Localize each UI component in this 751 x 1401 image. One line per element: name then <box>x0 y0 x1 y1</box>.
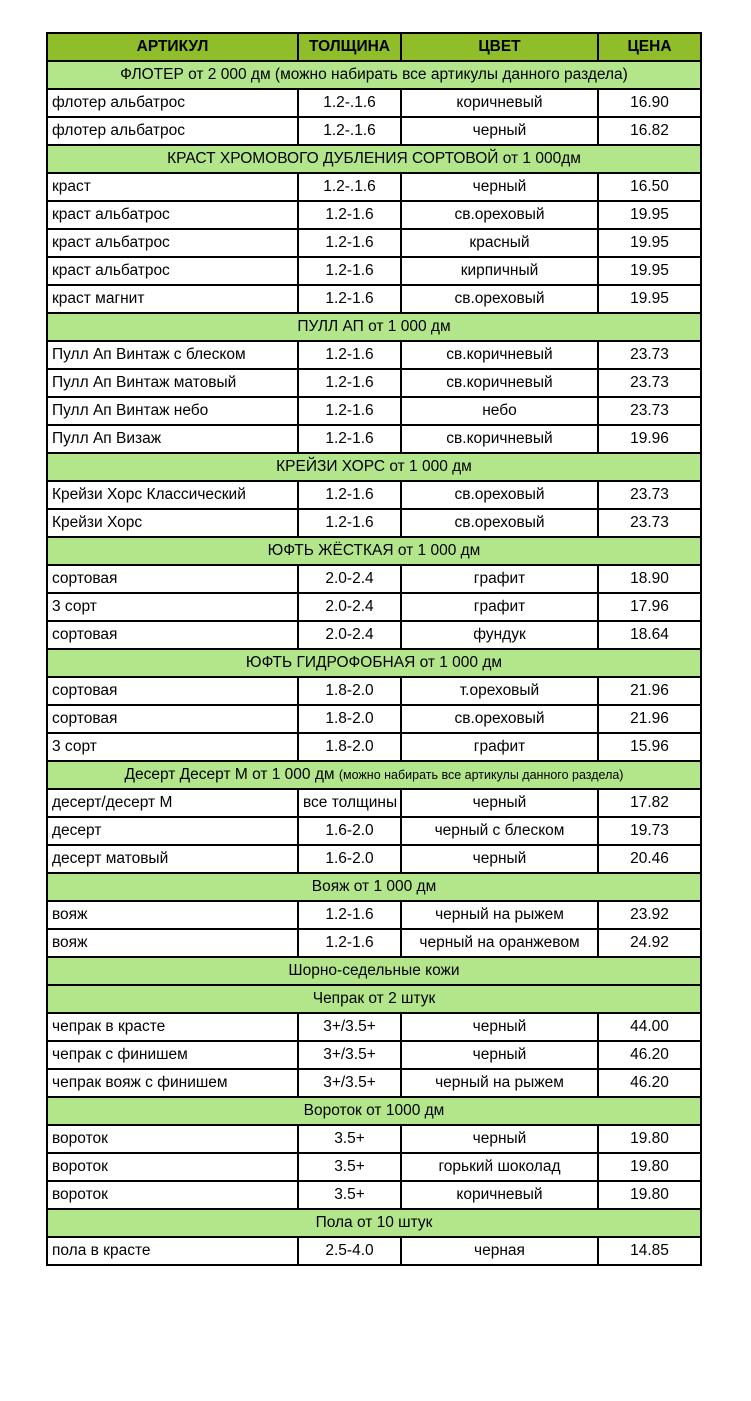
cell-price: 23.73 <box>598 369 701 397</box>
table-row <box>47 705 701 733</box>
cell-price: 46.20 <box>598 1041 701 1069</box>
cell-price: 46.20 <box>598 1069 701 1097</box>
cell-color: красный <box>401 229 598 257</box>
cell-article: вороток <box>47 1125 298 1153</box>
cell-article: вороток <box>47 1153 298 1181</box>
cell-color: черный с блеском <box>401 817 598 845</box>
cell-color: черный <box>401 117 598 145</box>
section-title <box>47 985 701 1013</box>
price-table <box>46 32 702 1266</box>
cell-color: св.коричневый <box>401 369 598 397</box>
section-header-row <box>47 61 701 89</box>
section-header-row <box>47 313 701 341</box>
cell-thickness: 3.5+ <box>298 1125 401 1153</box>
section-title-text: Вояж от 1 000 дм <box>311 878 437 895</box>
cell-price: 19.95 <box>598 229 701 257</box>
cell-price: 19.95 <box>598 201 701 229</box>
table-row <box>47 789 701 817</box>
table-row <box>47 1069 701 1097</box>
section-title <box>47 453 701 481</box>
cell-article: краст альбатрос <box>47 229 298 257</box>
table-row <box>47 929 701 957</box>
table-row <box>47 509 701 537</box>
cell-article: Крейзи Хорс <box>47 509 298 537</box>
section-title-text: Вороток от 1000 дм <box>303 1102 445 1119</box>
table-row <box>47 481 701 509</box>
cell-color: коричневый <box>401 89 598 117</box>
cell-price: 19.95 <box>598 285 701 313</box>
cell-thickness: 1.2-1.6 <box>298 901 401 929</box>
cell-color: черная <box>401 1237 598 1265</box>
cell-article: чепрак вояж с финишем <box>47 1069 298 1097</box>
table-row <box>47 1237 701 1265</box>
table-row <box>47 425 701 453</box>
cell-thickness: 1.2-1.6 <box>298 341 401 369</box>
section-header-row <box>47 537 701 565</box>
table-row <box>47 817 701 845</box>
cell-price: 14.85 <box>598 1237 701 1265</box>
section-title-text: КРЕЙЗИ ХОРС от 1 000 дм <box>276 458 472 475</box>
section-title <box>47 537 701 565</box>
header-price: ЦЕНА <box>598 33 701 61</box>
cell-thickness: 3.5+ <box>298 1181 401 1209</box>
table-row <box>47 117 701 145</box>
table-row <box>47 89 701 117</box>
cell-article: краст альбатрос <box>47 201 298 229</box>
cell-color: черный <box>401 1125 598 1153</box>
cell-article: краст <box>47 173 298 201</box>
cell-price: 18.90 <box>598 565 701 593</box>
cell-thickness: 1.8-2.0 <box>298 733 401 761</box>
section-title <box>47 649 701 677</box>
cell-article: вояж <box>47 929 298 957</box>
cell-price: 23.92 <box>598 901 701 929</box>
table-row <box>47 229 701 257</box>
cell-color: кирпичный <box>401 257 598 285</box>
cell-color: св.ореховый <box>401 481 598 509</box>
cell-color: св.ореховый <box>401 705 598 733</box>
cell-thickness: 1.2-1.6 <box>298 369 401 397</box>
table-row <box>47 201 701 229</box>
section-title <box>47 761 701 789</box>
cell-color: графит <box>401 733 598 761</box>
table-row <box>47 285 701 313</box>
section-header-row <box>47 1097 701 1125</box>
cell-price: 23.73 <box>598 481 701 509</box>
cell-price: 16.90 <box>598 89 701 117</box>
cell-color: графит <box>401 593 598 621</box>
cell-thickness: 1.2-.1.6 <box>298 173 401 201</box>
cell-color: черный <box>401 173 598 201</box>
cell-color: черный <box>401 1013 598 1041</box>
section-header-row <box>47 873 701 901</box>
section-title-text: Пола от 10 штук <box>315 1214 433 1231</box>
cell-thickness: 2.0-2.4 <box>298 565 401 593</box>
cell-price: 20.46 <box>598 845 701 873</box>
section-title <box>47 145 701 173</box>
cell-color: черный на рыжем <box>401 1069 598 1097</box>
cell-price: 16.82 <box>598 117 701 145</box>
cell-price: 19.80 <box>598 1181 701 1209</box>
table-row <box>47 397 701 425</box>
cell-color: св.ореховый <box>401 285 598 313</box>
table-row <box>47 1153 701 1181</box>
table-row <box>47 677 701 705</box>
cell-thickness: 2.5-4.0 <box>298 1237 401 1265</box>
cell-article: 3 сорт <box>47 733 298 761</box>
header-thickness: ТОЛЩИНА <box>298 33 401 61</box>
cell-article: сортовая <box>47 565 298 593</box>
cell-color: черный на оранжевом <box>401 929 598 957</box>
section-title-text: ФЛОТЕР от 2 000 дм (можно набирать все артикулы данного раздела) <box>120 66 628 83</box>
section-title-text: Десерт Десерт М от 1 000 дм <box>124 766 335 783</box>
cell-article: десерт матовый <box>47 845 298 873</box>
table-row <box>47 1013 701 1041</box>
section-title <box>47 313 701 341</box>
section-header-row <box>47 145 701 173</box>
cell-price: 23.73 <box>598 509 701 537</box>
section-title-text: ПУЛЛ АП от 1 000 дм <box>297 318 451 335</box>
cell-article: десерт <box>47 817 298 845</box>
section-title <box>47 1097 701 1125</box>
cell-thickness: все толщины <box>298 789 401 817</box>
cell-article: Пулл Ап Винтаж небо <box>47 397 298 425</box>
cell-article: краст альбатрос <box>47 257 298 285</box>
cell-color: св.ореховый <box>401 509 598 537</box>
cell-thickness: 1.2-1.6 <box>298 257 401 285</box>
cell-price: 19.80 <box>598 1125 701 1153</box>
table-row <box>47 1181 701 1209</box>
cell-price: 19.96 <box>598 425 701 453</box>
cell-thickness: 1.8-2.0 <box>298 705 401 733</box>
cell-article: флотер альбатрос <box>47 117 298 145</box>
section-header-row <box>47 957 701 985</box>
cell-thickness: 1.2-.1.6 <box>298 89 401 117</box>
cell-article: десерт/десерт М <box>47 789 298 817</box>
cell-article: сортовая <box>47 677 298 705</box>
section-title-text: ЮФТЬ ЖЁСТКАЯ от 1 000 дм <box>267 542 481 559</box>
cell-thickness: 3+/3.5+ <box>298 1041 401 1069</box>
cell-article: сортовая <box>47 705 298 733</box>
cell-color: т.ореховый <box>401 677 598 705</box>
cell-thickness: 1.2-1.6 <box>298 425 401 453</box>
cell-thickness: 2.0-2.4 <box>298 621 401 649</box>
cell-color: св.коричневый <box>401 425 598 453</box>
table-row <box>47 565 701 593</box>
cell-color: небо <box>401 397 598 425</box>
section-header-row <box>47 985 701 1013</box>
table-row <box>47 369 701 397</box>
cell-color: горький шоколад <box>401 1153 598 1181</box>
section-header-row <box>47 761 701 789</box>
cell-price: 17.96 <box>598 593 701 621</box>
cell-price: 23.73 <box>598 397 701 425</box>
table-row <box>47 621 701 649</box>
cell-article: Пулл Ап Винтаж с блеском <box>47 341 298 369</box>
cell-thickness: 1.2-1.6 <box>298 285 401 313</box>
cell-article: Пулл Ап Винтаж матовый <box>47 369 298 397</box>
cell-thickness: 1.2-1.6 <box>298 509 401 537</box>
cell-thickness: 3+/3.5+ <box>298 1069 401 1097</box>
section-header-row <box>47 453 701 481</box>
table-row <box>47 845 701 873</box>
section-header-row <box>47 649 701 677</box>
cell-thickness: 1.2-1.6 <box>298 229 401 257</box>
cell-article: флотер альбатрос <box>47 89 298 117</box>
table-row <box>47 901 701 929</box>
cell-thickness: 1.2-1.6 <box>298 201 401 229</box>
cell-price: 23.73 <box>598 341 701 369</box>
cell-article: чепрак в красте <box>47 1013 298 1041</box>
cell-price: 21.96 <box>598 677 701 705</box>
cell-thickness: 1.6-2.0 <box>298 817 401 845</box>
header-color: ЦВЕТ <box>401 33 598 61</box>
cell-color: св.ореховый <box>401 201 598 229</box>
cell-color: фундук <box>401 621 598 649</box>
cell-thickness: 1.6-2.0 <box>298 845 401 873</box>
cell-thickness: 1.8-2.0 <box>298 677 401 705</box>
cell-thickness: 2.0-2.4 <box>298 593 401 621</box>
cell-color: графит <box>401 565 598 593</box>
cell-price: 18.64 <box>598 621 701 649</box>
cell-thickness: 1.2-1.6 <box>298 929 401 957</box>
cell-article: вороток <box>47 1181 298 1209</box>
section-title-text: ЮФТЬ ГИДРОФОБНАЯ от 1 000 дм <box>245 654 503 671</box>
cell-price: 19.73 <box>598 817 701 845</box>
header-article: АРТИКУЛ <box>47 33 298 61</box>
header-row <box>47 33 701 61</box>
section-title <box>47 957 701 985</box>
cell-article: чепрак с финишем <box>47 1041 298 1069</box>
cell-price: 17.82 <box>598 789 701 817</box>
section-title-text: Чепрак от 2 штук <box>312 990 436 1007</box>
table-row <box>47 257 701 285</box>
cell-article: 3 сорт <box>47 593 298 621</box>
section-title-text: Шорно-седельные кожи <box>288 962 460 979</box>
cell-color: черный <box>401 789 598 817</box>
section-title <box>47 1209 701 1237</box>
table-body <box>47 61 701 1265</box>
cell-price: 24.92 <box>598 929 701 957</box>
table-row <box>47 733 701 761</box>
table-row <box>47 1041 701 1069</box>
section-title <box>47 873 701 901</box>
cell-article: краст магнит <box>47 285 298 313</box>
cell-price: 19.95 <box>598 257 701 285</box>
cell-article: Крейзи Хорс Классический <box>47 481 298 509</box>
cell-article: пола в красте <box>47 1237 298 1265</box>
section-title <box>47 61 701 89</box>
section-header-row <box>47 1209 701 1237</box>
cell-price: 21.96 <box>598 705 701 733</box>
cell-article: Пулл Ап Визаж <box>47 425 298 453</box>
table-row <box>47 341 701 369</box>
table-row <box>47 593 701 621</box>
cell-thickness: 1.2-1.6 <box>298 481 401 509</box>
cell-price: 19.80 <box>598 1153 701 1181</box>
cell-thickness: 1.2-.1.6 <box>298 117 401 145</box>
cell-color: св.коричневый <box>401 341 598 369</box>
cell-color: черный на рыжем <box>401 901 598 929</box>
cell-article: сортовая <box>47 621 298 649</box>
cell-thickness: 3.5+ <box>298 1153 401 1181</box>
cell-price: 16.50 <box>598 173 701 201</box>
cell-article: вояж <box>47 901 298 929</box>
section-note: (можно набирать все артикулы данного раздела) <box>338 768 624 782</box>
cell-price: 15.96 <box>598 733 701 761</box>
cell-color: черный <box>401 845 598 873</box>
cell-color: коричневый <box>401 1181 598 1209</box>
table-row <box>47 173 701 201</box>
cell-price: 44.00 <box>598 1013 701 1041</box>
cell-color: черный <box>401 1041 598 1069</box>
table-row <box>47 1125 701 1153</box>
cell-thickness: 1.2-1.6 <box>298 397 401 425</box>
section-title-text: КРАСТ ХРОМОВОГО ДУБЛЕНИЯ СОРТОВОЙ от 1 000дм <box>167 150 581 167</box>
cell-thickness: 3+/3.5+ <box>298 1013 401 1041</box>
